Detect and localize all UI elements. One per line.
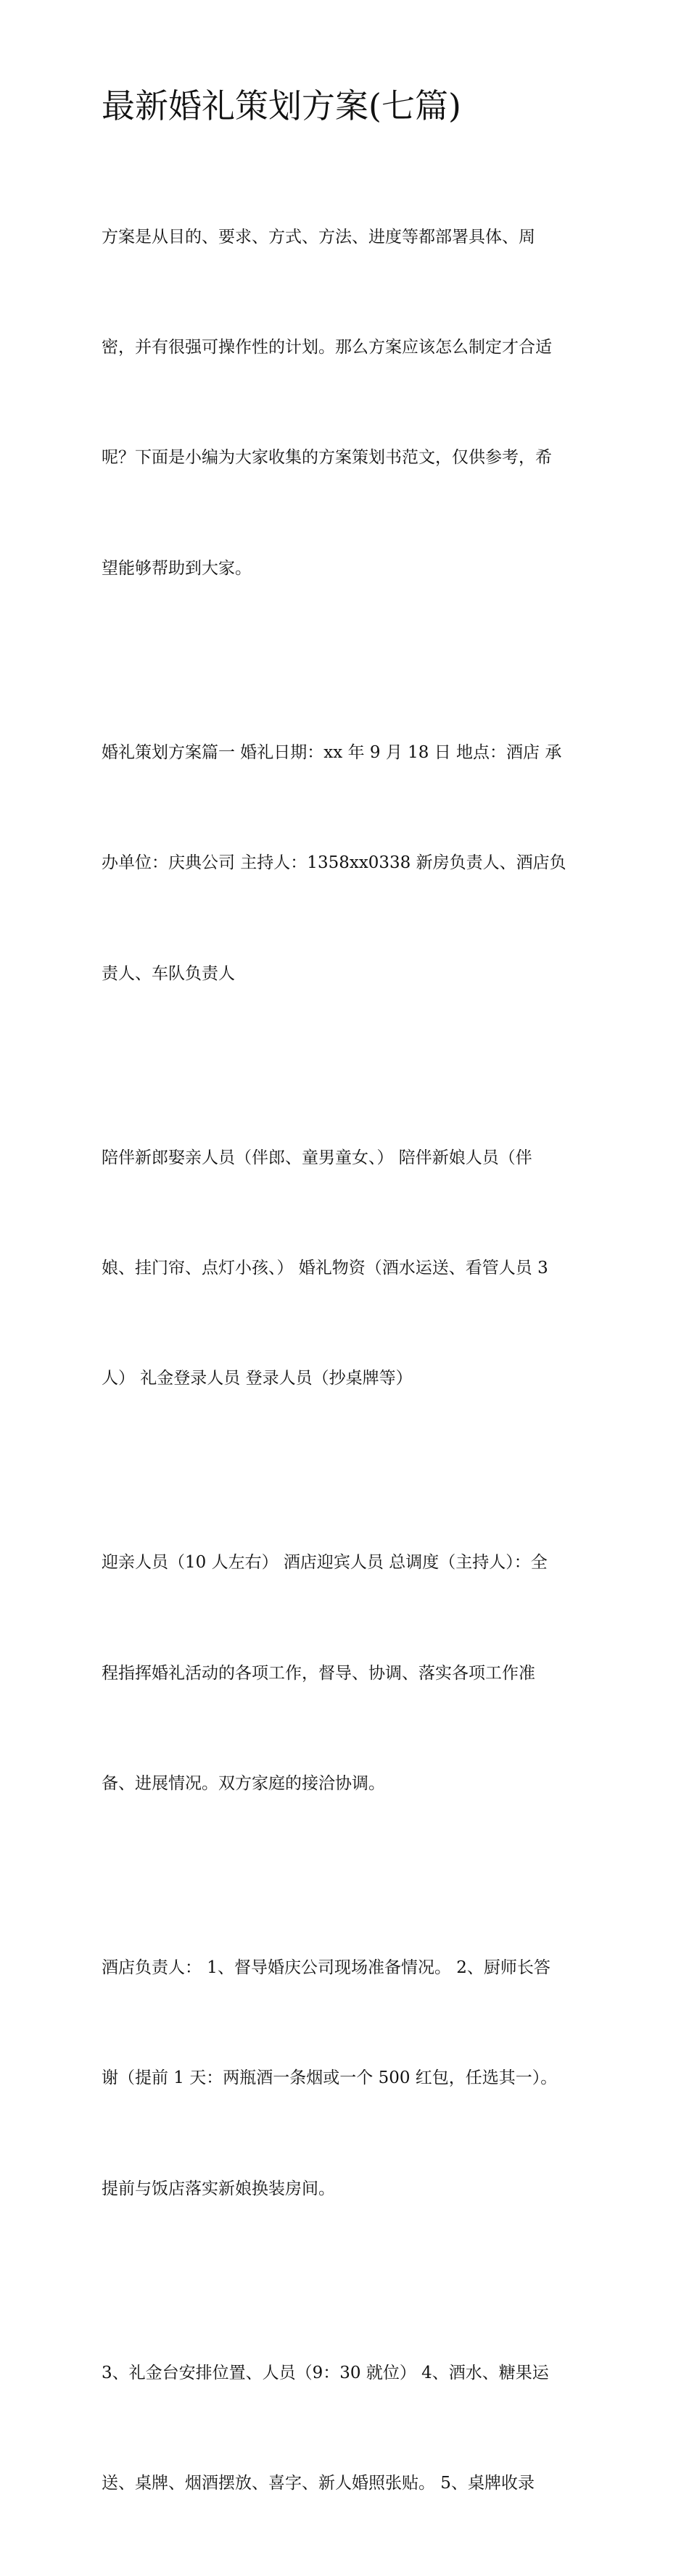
text-line: 送、桌牌、烟酒摆放、喜字、新人婚照张贴。 5、桌牌收录 — [102, 2474, 535, 2493]
text-line: 程指挥婚礼活动的各项工作，督导、协调、落实各项工作准 — [102, 1663, 535, 1683]
paragraph-tasks — [102, 2281, 587, 2575]
text-line: 迎亲人员（10 人左右） 酒店迎宾人员 总调度（主持人）：全 — [102, 1553, 548, 1573]
text-line: 方案是从目的、要求、方式、方法、进度等都部署具体、周 — [102, 227, 535, 247]
paragraph-reception — [102, 1471, 587, 1876]
text-line: 责人、车队负责人 — [102, 964, 235, 983]
text-line: 人） 礼金登录人员 登录人员（抄桌牌等） — [102, 1369, 413, 1388]
text-line: 娘、挂门帘、点灯小孩、） 婚礼物资（酒水运送、看管人员 3 — [102, 1258, 548, 1277]
text-line: 陪伴新郎娶亲人员（伴郎、童男童女、） 陪伴新娘人员（伴 — [102, 1148, 532, 1167]
text-line: 酒店负责人： 1、督导婚庆公司现场准备情况。 2、厨师长答 — [102, 1958, 550, 1978]
text-line: 密，并有很强可操作性的计划。那么方案应该怎么制定才合适 — [102, 337, 552, 357]
text-line: 备、进展情况。双方家庭的接洽协调。 — [102, 1774, 385, 1794]
text-line: 呢？下面是小编为大家收集的方案策划书范文，仅供参考，希 — [102, 448, 552, 468]
text-line: 提前与饭店落实新娘换装房间。 — [102, 2179, 335, 2198]
paragraph-plan-one — [102, 660, 587, 1066]
paragraph-companions — [102, 1066, 587, 1471]
paragraph-hotel-manager — [102, 1876, 587, 2281]
text-line: 婚礼策划方案篇一 婚礼日期：xx 年 9 月 18 日 地点：酒店 承 — [102, 742, 562, 762]
text-line: 办单位：庆典公司 主持人：1358xx0338 新房负责人、酒店负 — [102, 853, 566, 873]
paragraph-intro — [102, 145, 587, 660]
document-body — [102, 145, 587, 2576]
text-line: 望能够帮助到大家。 — [102, 558, 252, 578]
document-title: 最新婚礼策划方案(七篇) — [102, 86, 461, 125]
text-line: 谢（提前 1 天：两瓶酒一条烟或一个 500 红包，任选其一）。 — [102, 2068, 558, 2088]
text-line: 3、礼金台安排位置、人员（9：30 就位） 4、酒水、糖果运 — [102, 2363, 549, 2382]
